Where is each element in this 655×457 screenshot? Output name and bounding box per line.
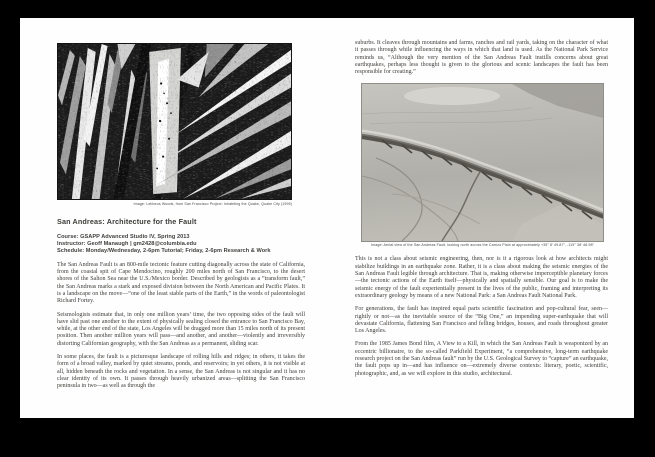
instructor-line: Instructor: Geoff Manaugh | gm2428@columbia.edu <box>57 240 197 247</box>
body-paragraph: From the 1985 James Bond film, A View to a Kill, in which the San Andreas Fault is weaponized by an eccentric billionaire, to the so-called Parkfield Experiment, “a comprehensive, long-term earthquake research project on the San Andreas fault” run by the U.S. Geological Survey to “capture” an earthquake, the fault pops up in—and has influence on—extremely diverse contexts: literary, poetic, scientific, photographic, and, as we will explore in this studio, architectural. <box>355 341 608 377</box>
page-spread <box>20 18 634 418</box>
page-right <box>327 18 634 418</box>
schedule-line: Schedule: Monday/Wednesday, 2-6pm Tutorial; Friday, 2-6pm Research & Work <box>57 247 271 254</box>
body-paragraph: The San Andreas Fault is an 800-mile tectonic feature cutting diagonally across the state of California, from the coastal spit of Cape Mendocino, roughly 200 miles north of San Francisco, to the desert shores of the Salton Sea near the U.S./Mexico border. Described by geologists as a “transform fault,” the San Andreas marks a stark and exposed division between the North American and Pacific Plates. It is a landscape on the move—“one of the least stable parts of the Earth,” in the words of paleontologist Richard Fortey. <box>57 261 305 305</box>
body-paragraph: In some places, the fault is a picturesque landscape of rolling hills and ridges; in others, it takes the form of a broad valley, marked by quiet streams, ponds, and reservoirs; in yet others, it is not visible at all, hidden beneath the rocks and vegetation. In a sense, the San Andreas is not singular and it has no clear identity of its own. It passes through heavily urbanized areas—splitting the San Francisco peninsula in two—as well as through the <box>57 353 305 390</box>
aerial-photo-art <box>362 84 603 241</box>
aerial-photo <box>362 84 603 241</box>
woodcut-art <box>58 44 291 199</box>
course-info-block <box>57 234 305 255</box>
photo-caption: Image: Aerial view of the San Andreas Fault, looking north across the Carrizo Plain at approximately +35° 8′ 49.87″, -119° 38′ 48.98″ <box>371 243 594 248</box>
page-left <box>20 18 327 418</box>
body-paragraph: This is not a class about seismic engineering, then, nor is it a rigorous look at how architects might stabilize buildings in an earthquake zone. Rather, it is a class about making the seismic energies of the San Andreas Fault legible through architecture. That is, making otherwise imperceptible planetary forces—the tectonic actions of the Earth itself—physically and spatially sensible. Our goal is to make the seismic energy of the fault experientially present in the lives of the public, framing and interpreting its extraordinary geology by means of a new National Park: a San Andreas Fault National Park. <box>355 256 608 299</box>
aerial-photo-figure <box>362 84 603 248</box>
continuation-paragraph: suburbs. It cleaves through mountains and farms, ranches and rail yards, taking on the character of what it passes through while influencing the ways in which that land is used. As the National Park Service reminds us, “Although the very mention of the San Andreas Fault instills concerns about great earthquakes, perhaps less thought is given to the glorious and scenic landscapes the fault has been responsible for creating.” <box>355 40 608 76</box>
page-title: San Andreas: Architecture for the Fault <box>57 217 197 226</box>
woodcut-figure <box>57 43 292 207</box>
course-line: Course: GSAPP Advanced Studio IV, Spring 2013 <box>57 234 190 240</box>
woodcut-illustration <box>57 43 292 200</box>
body-paragraph: Seismologists estimate that, in only one million years’ time, the two opposing sides of the fault will have slid past one another to the extent of physically sealing closed the entrance to San Francisco Bay, while, at the other end of the state, Los Angeles will be dragged more than 15 miles north of its present position. Then another million years will pass—and another, and another—violently and irreversibly distorting Californian geography, with the San Andreas as a permanent, sliding scar. <box>57 311 305 347</box>
illustration-caption: Image: Lebbeus Woods, from San Francisco Project: Inhabiting the Quake, Quake City (1995) <box>133 202 292 206</box>
body-paragraph: For generations, the fault has inspired equal parts scientific fascination and pop-cultural fear, seen—rightly or not—as the inevitable source of the “Big One,” an impending super-earthquake that will devastate California, flattening San Francisco and felling bridges, houses, and roads throughout greater Los Angeles. <box>355 306 608 335</box>
